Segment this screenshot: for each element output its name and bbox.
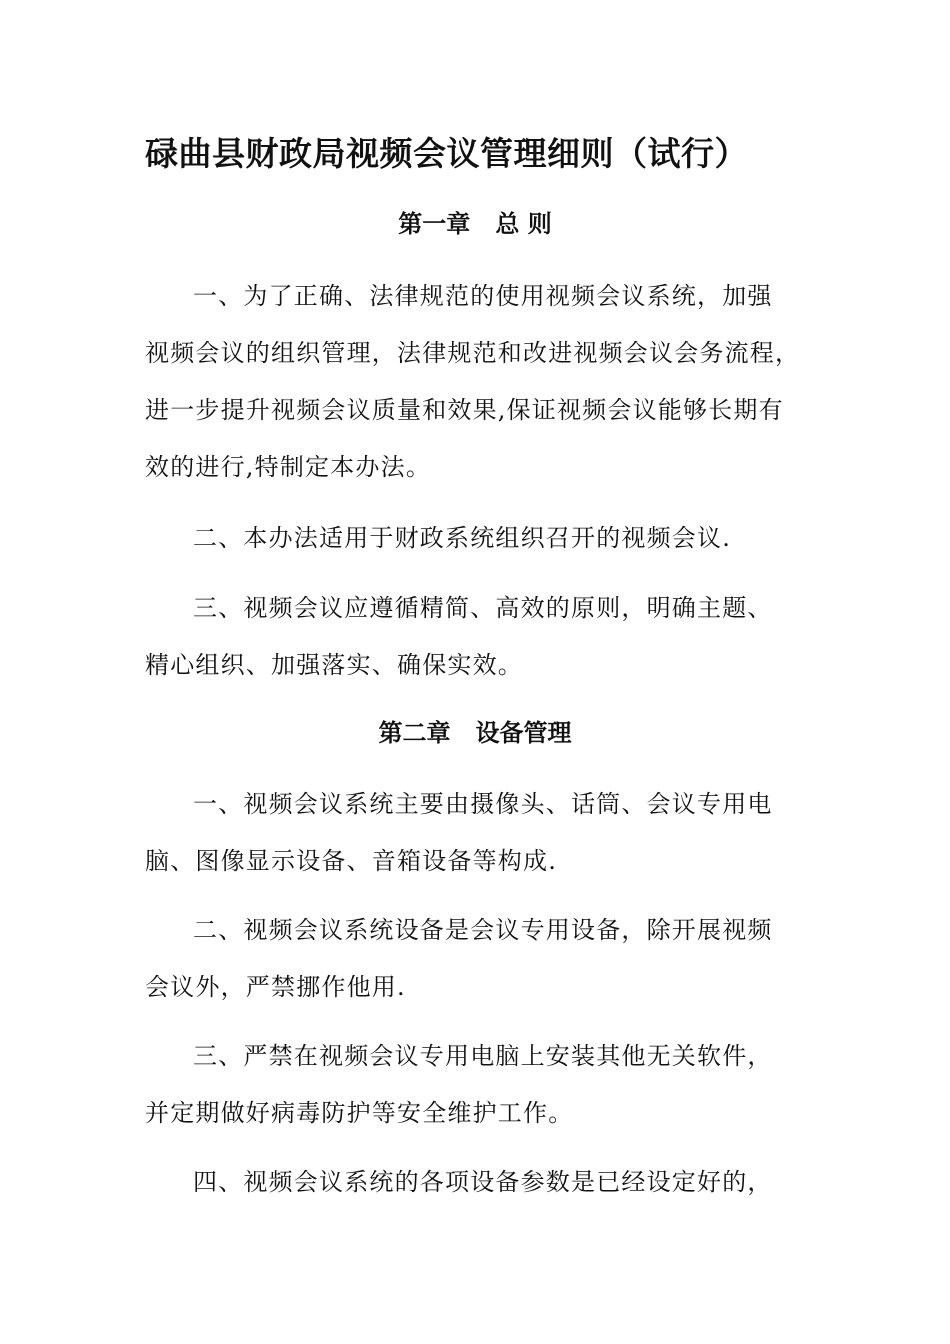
ch2-para2-line2: 会议外，严禁挪作他用.: [145, 973, 406, 1001]
chapter-2-heading: 第二章 设备管理: [378, 719, 572, 747]
ch1-para1-line1: 一、为了正确、法律规范的使用视频会议系统，加强: [193, 282, 773, 310]
ch1-para1-line3: 进一步提升视频会议质量和效果,保证视频会议能够长期有: [145, 396, 784, 424]
ch2-para4-line1: 四、视频会议系统的各项设备参数是已经设定好的，: [193, 1168, 773, 1196]
ch1-para3-line2: 精心组织、加强落实、确保实效。: [145, 651, 523, 679]
ch1-para3-line1: 三、视频会议应遵循精简、高效的原则，明确主题、: [193, 594, 773, 622]
ch2-para1-line2: 脑、图像显示设备、音箱设备等构成.: [145, 847, 558, 875]
chapter-1-heading: 第一章 总 则: [398, 210, 552, 238]
ch2-para3-line2: 并定期做好病毒防护等安全维护工作。: [145, 1099, 574, 1127]
ch1-para1-line2: 视频会议的组织管理，法律规范和改进视频会议会务流程，: [145, 339, 801, 367]
ch2-para1-line1: 一、视频会议系统主要由摄像头、话筒、会议专用电: [193, 790, 773, 818]
ch2-para2-line1: 二、视频会议系统设备是会议专用设备，除开展视频: [193, 916, 773, 944]
ch1-para2-line1: 二、本办法适用于财政系统组织召开的视频会议.: [193, 524, 732, 552]
ch2-para3-line1: 三、严禁在视频会议专用电脑上安装其他无关软件，: [193, 1042, 773, 1070]
ch1-para1-line4: 效的进行,特制定本办法。: [145, 453, 432, 481]
document-title: 碌曲县财政局视频会议管理细则（试行）: [145, 134, 748, 173]
